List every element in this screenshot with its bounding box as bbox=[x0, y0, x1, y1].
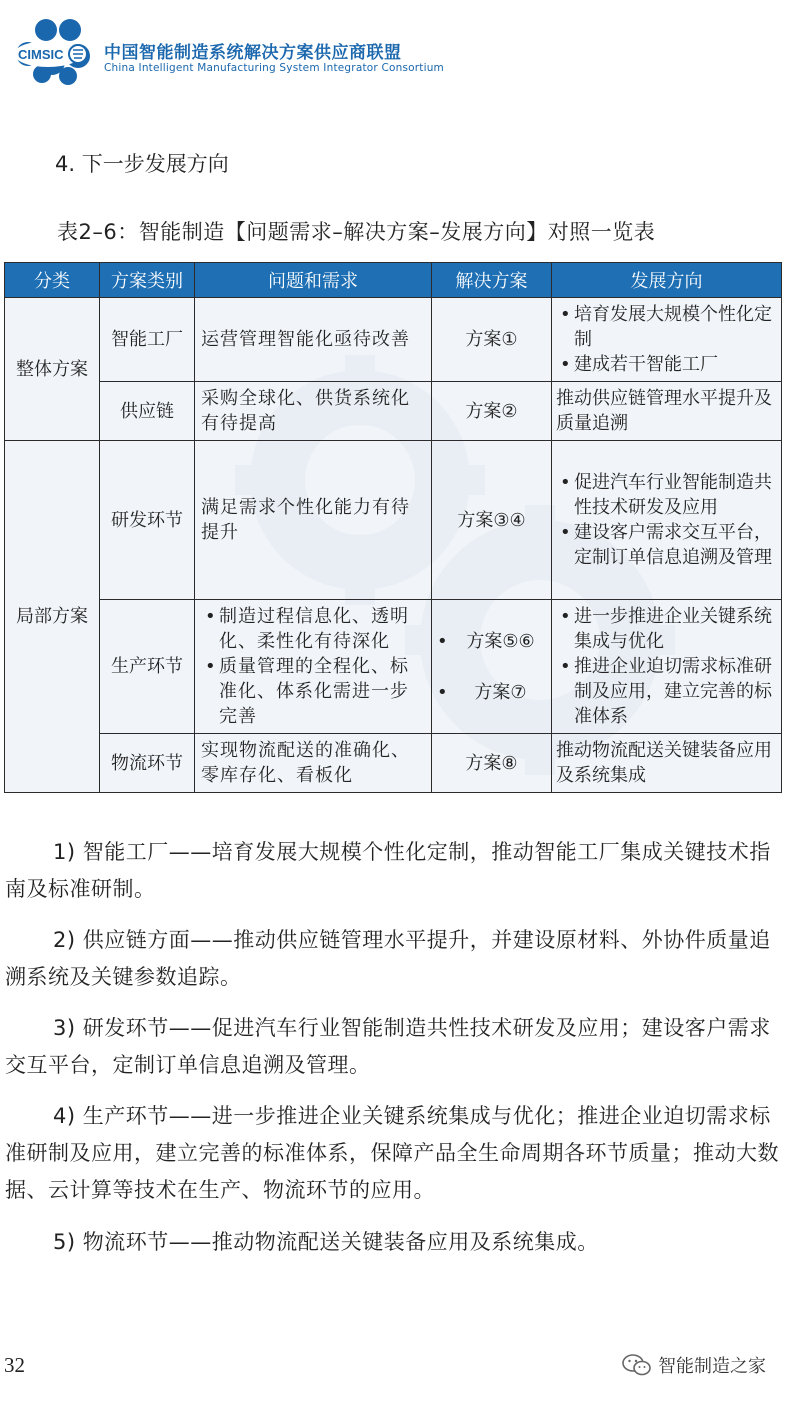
need-cell: 实现物流配送的准确化、零库存化、看板化 bbox=[195, 734, 432, 793]
need-item: • 质量管理的全程化、标准化、体系化需进一步完善 bbox=[201, 654, 425, 729]
solution-item: 方案⑧ bbox=[465, 752, 518, 774]
comparison-table bbox=[4, 262, 782, 793]
svg-text:CIMSIC: CIMSIC bbox=[18, 47, 64, 62]
table-row bbox=[5, 734, 782, 793]
direction-cell bbox=[552, 441, 782, 600]
subcategory-cell: 生产环节 bbox=[100, 600, 195, 734]
subcategory-cell: 研发环节 bbox=[100, 441, 195, 600]
cimsic-gear-logo-icon bbox=[6, 12, 96, 86]
solution-item: 方案① bbox=[465, 329, 518, 350]
solution-item: • 方案⑤⑥ bbox=[433, 629, 550, 654]
wechat-account-name: 智能制造之家 bbox=[658, 1356, 766, 1377]
paragraph: 4) 生产环节——进一步推进企业关键系统集成与优化；推进企业迫切需求标准研制及应用，建立完善的标准体系，保障产品全生命周期各环节质量；推动大数据、云计算等技术在生产、物流环节的应用。 bbox=[5, 1104, 779, 1202]
page-number: 32 bbox=[4, 1353, 25, 1377]
subcategory-cell: 智能工厂 bbox=[100, 298, 195, 382]
wechat-icon bbox=[622, 1354, 652, 1376]
org-name-cn: 中国智能制造系统解决方案供应商联盟 bbox=[104, 43, 402, 63]
paragraph: 1) 智能工厂——培育发展大规模个性化定制，推动智能工厂集成关键技术指南及标准研制。 bbox=[5, 840, 771, 901]
need-item: • 制造过程信息化、透明化、柔性化有待深化 bbox=[201, 604, 425, 654]
direction-item: • 进一步推进企业关键系统集成与优化 bbox=[556, 604, 777, 654]
solution-item: • 方案⑦ bbox=[433, 680, 550, 705]
direction-item: • 建设客户需求交互平台，定制订单信息追溯及管理 bbox=[556, 520, 777, 570]
direction-cell bbox=[552, 600, 782, 734]
paragraph: 3) 研发环节——促进汽车行业智能制造共性技术研发及应用；建设客户需求交互平台，定制订单信息追溯及管理。 bbox=[5, 1016, 771, 1077]
table-row bbox=[5, 382, 782, 441]
category-cell: 局部方案 bbox=[5, 441, 100, 793]
paragraph: 5) 物流环节——推动物流配送关键装备应用及系统集成。 bbox=[53, 1230, 599, 1254]
direction-cell: 推动物流配送关键装备应用及系统集成 bbox=[552, 734, 782, 793]
solution-cell bbox=[432, 600, 552, 734]
table-caption: 表2–6：智能制造【问题需求–解决方案–发展方向】对照一览表 bbox=[57, 220, 656, 244]
need-cell: 满足需求个性化能力有待提升 bbox=[195, 441, 432, 600]
wechat-watermark bbox=[622, 1352, 766, 1378]
need-cell: 运营管理智能化亟待改善 bbox=[195, 298, 432, 382]
solution-cell bbox=[432, 441, 552, 600]
header-direction: 发展方向 bbox=[552, 263, 782, 298]
header-category: 分类 bbox=[5, 263, 100, 298]
table-row bbox=[5, 600, 782, 734]
direction-cell bbox=[552, 298, 782, 382]
solution-cell bbox=[432, 382, 552, 441]
category-cell: 整体方案 bbox=[5, 298, 100, 441]
table-row bbox=[5, 441, 782, 600]
direction-item: • 培育发展大规模个性化定制 bbox=[556, 302, 777, 352]
table-row bbox=[5, 298, 782, 382]
table-header-row bbox=[5, 263, 782, 298]
solution-item: 方案③④ bbox=[457, 509, 526, 531]
org-name-en: China Intelligent Manufacturing System Integrator Consortium bbox=[104, 62, 444, 74]
need-cell: 采购全球化、供货系统化有待提高 bbox=[195, 382, 432, 441]
header-solution: 解决方案 bbox=[432, 263, 552, 298]
subcategory-cell: 供应链 bbox=[100, 382, 195, 441]
paragraph: 2) 供应链方面——推动供应链管理水平提升，并建设原材料、外协件质量追溯系统及关键参数追踪。 bbox=[5, 928, 771, 989]
direction-item: • 推进企业迫切需求标准研制及应用，建立完善的标准体系 bbox=[556, 654, 777, 729]
header-need: 问题和需求 bbox=[195, 263, 432, 298]
header-subcategory: 方案类别 bbox=[100, 263, 195, 298]
page-header bbox=[6, 12, 444, 86]
direction-item: • 促进汽车行业智能制造共性技术研发及应用 bbox=[556, 470, 777, 520]
section-title: 4. 下一步发展方向 bbox=[55, 152, 229, 176]
solution-item: 方案② bbox=[465, 400, 518, 422]
need-cell bbox=[195, 600, 432, 734]
direction-cell: 推动供应链管理水平提升及质量追溯 bbox=[552, 382, 782, 441]
subcategory-cell: 物流环节 bbox=[100, 734, 195, 793]
solution-cell bbox=[432, 734, 552, 793]
solution-cell bbox=[432, 298, 552, 382]
direction-item: • 建成若干智能工厂 bbox=[556, 352, 777, 377]
